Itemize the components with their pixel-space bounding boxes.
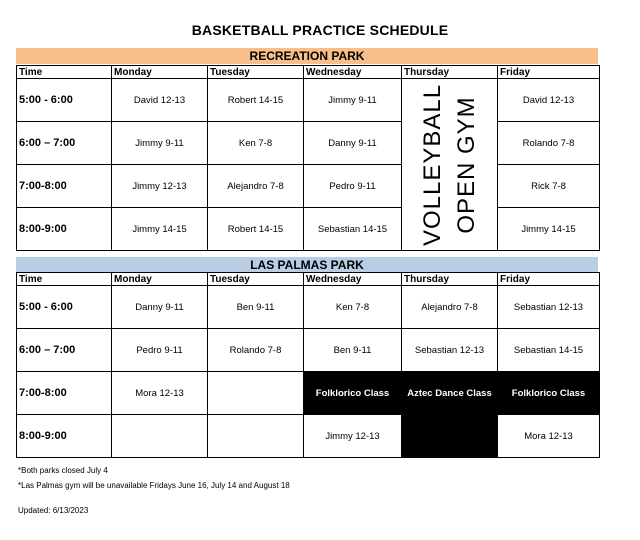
header-row: [17, 273, 600, 286]
monday-cell: [112, 415, 208, 458]
header-time: Time: [17, 273, 112, 286]
table-row: [17, 165, 600, 208]
header-thursday: Thursday: [402, 66, 498, 79]
footnote: *Las Palmas gym will be unavailable Fridays June 16, July 14 and August 18: [18, 481, 290, 490]
header-time: Time: [17, 66, 112, 79]
wednesday-cell: Jimmy 9-11: [304, 79, 402, 122]
header-wednesday: Wednesday: [304, 66, 402, 79]
recreation-park-banner: RECREATION PARK: [16, 48, 598, 64]
wednesday-cell: Ken 7-8: [304, 286, 402, 329]
table-row: [17, 415, 600, 458]
monday-cell: Pedro 9-11: [112, 329, 208, 372]
tuesday-cell: Ben 9-11: [208, 286, 304, 329]
friday-cell: Jimmy 14-15: [498, 208, 600, 251]
header-tuesday: Tuesday: [208, 273, 304, 286]
wednesday-cell: Jimmy 12-13: [304, 415, 402, 458]
header-monday: Monday: [112, 66, 208, 79]
table-row: [17, 286, 600, 329]
las-palmas-park-banner: LAS PALMAS PARK: [16, 257, 598, 273]
wednesday-cell: Ben 9-11: [304, 329, 402, 372]
monday-cell: Jimmy 12-13: [112, 165, 208, 208]
tuesday-cell: Alejandro 7-8: [208, 165, 304, 208]
monday-cell: Danny 9-11: [112, 286, 208, 329]
thursday-cell: Alejandro 7-8: [402, 286, 498, 329]
wednesday-cell: Pedro 9-11: [304, 165, 402, 208]
las-palmas-park-table: [16, 272, 600, 458]
friday-cell: David 12-13: [498, 79, 600, 122]
monday-cell: Jimmy 14-15: [112, 208, 208, 251]
volleyball-open-gym-text: [416, 83, 484, 245]
friday-cell: Rolando 7-8: [498, 122, 600, 165]
time-cell: 8:00-9:00: [17, 208, 112, 251]
time-cell: 5:00 - 6:00: [17, 79, 112, 122]
tuesday-cell: Robert 14-15: [208, 79, 304, 122]
folklorico-class-cell: Folklorico Class: [498, 372, 600, 415]
tuesday-cell: [208, 372, 304, 415]
monday-cell: David 12-13: [112, 79, 208, 122]
thursday-blocked-cell: [402, 415, 498, 458]
friday-cell: Sebastian 12-13: [498, 286, 600, 329]
friday-cell: Rick 7-8: [498, 165, 600, 208]
time-cell: 6:00 – 7:00: [17, 122, 112, 165]
tuesday-cell: [208, 415, 304, 458]
table-row: [17, 372, 600, 415]
header-friday: Friday: [498, 273, 600, 286]
friday-cell: Mora 12-13: [498, 415, 600, 458]
volleyball-open-gym-cell: [402, 79, 498, 251]
header-wednesday: Wednesday: [304, 273, 402, 286]
header-friday: Friday: [498, 66, 600, 79]
volleyball-label: VOLLEYBALL: [418, 83, 446, 246]
aztec-dance-class-cell: Aztec Dance Class: [402, 372, 498, 415]
monday-cell: Jimmy 9-11: [112, 122, 208, 165]
time-cell: 5:00 - 6:00: [17, 286, 112, 329]
wednesday-cell: Sebastian 14-15: [304, 208, 402, 251]
table-row: [17, 208, 600, 251]
monday-cell: Mora 12-13: [112, 372, 208, 415]
table-row: [17, 79, 600, 122]
header-thursday: Thursday: [402, 273, 498, 286]
table-row: [17, 122, 600, 165]
folklorico-class-cell: Folklorico Class: [304, 372, 402, 415]
table-row: [17, 329, 600, 372]
time-cell: 6:00 – 7:00: [17, 329, 112, 372]
thursday-cell: Sebastian 12-13: [402, 329, 498, 372]
page-title: BASKETBALL PRACTICE SCHEDULE: [191, 22, 449, 38]
header-monday: Monday: [112, 273, 208, 286]
tuesday-cell: Rolando 7-8: [208, 329, 304, 372]
tuesday-cell: Ken 7-8: [208, 122, 304, 165]
open-gym-label: OPEN GYM: [452, 95, 480, 234]
recreation-park-table: [16, 65, 600, 251]
footnote: *Both parks closed July 4: [18, 466, 108, 475]
footnotes: [18, 463, 290, 493]
updated-date: Updated: 6/13/2023: [18, 506, 89, 515]
time-cell: 7:00-8:00: [17, 165, 112, 208]
wednesday-cell: Danny 9-11: [304, 122, 402, 165]
time-cell: 7:00-8:00: [17, 372, 112, 415]
tuesday-cell: Robert 14-15: [208, 208, 304, 251]
time-cell: 8:00-9:00: [17, 415, 112, 458]
friday-cell: Sebastian 14-15: [498, 329, 600, 372]
header-row: [17, 66, 600, 79]
header-tuesday: Tuesday: [208, 66, 304, 79]
